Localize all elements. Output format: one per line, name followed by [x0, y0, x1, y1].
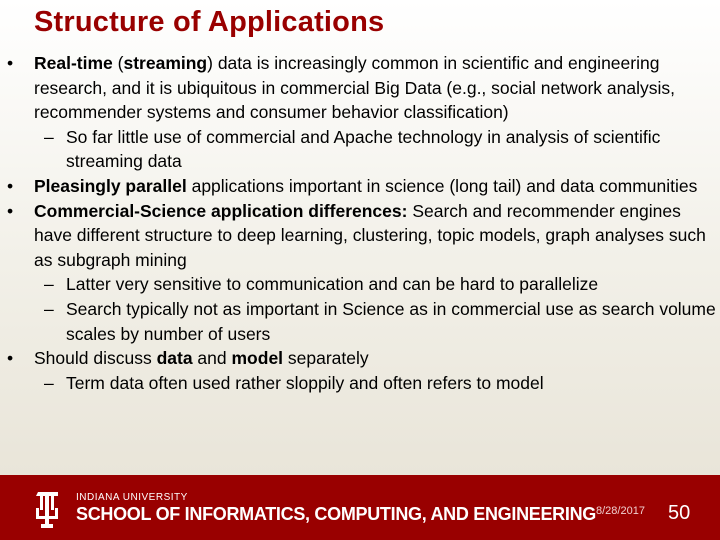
bullet-marker: •	[7, 348, 14, 369]
bullet-item	[0, 199, 720, 273]
slide-date: 8/28/2017	[596, 505, 645, 517]
slide-title: Structure of Applications	[34, 6, 385, 38]
bullet-item	[0, 51, 720, 125]
bold-text: Commercial-Science application differences:	[34, 200, 408, 221]
bullet-text: Should discuss	[34, 348, 157, 369]
sub-bullet-item	[0, 272, 720, 297]
bold-text: data	[156, 348, 193, 369]
bullet-item	[0, 174, 720, 199]
bullet-text: Latter very sensitive to communication and can be hard to parallelize	[66, 274, 599, 295]
bullet-marker: •	[7, 53, 14, 73]
sub-bullet-item	[0, 125, 720, 174]
bullet-marker: •	[7, 175, 14, 196]
bullet-text: Search and recommender engines have different structure to deep learning, clustering, topic models, graph analyses such as subgraph mining	[34, 200, 706, 270]
bullet-text: applications important in science (long tail) and data communities	[186, 175, 698, 196]
bold-text: model	[231, 348, 284, 369]
bullet-text: Term data often used rather sloppily and often refers to model	[66, 372, 544, 393]
bullet-marker: •	[7, 200, 14, 221]
bold-text: Pleasingly parallel	[34, 175, 187, 196]
bullet-text: separately	[283, 348, 369, 369]
bullet-text: ) data is increasingly common in scientific and engineering research, and it is ubiquitous in commercial Big Data (e.g., social network analysis, recommender systems and consumer behavior classification)	[34, 53, 675, 123]
iu-trident-icon	[30, 488, 66, 528]
bullet-text: (	[112, 53, 124, 73]
sub-bullet-item	[0, 297, 720, 346]
sub-bullet-item	[0, 371, 720, 396]
bullet-text: So far little use of commercial and Apache technology in analysis of scientific streaming data	[66, 126, 661, 172]
bold-text: streaming	[123, 53, 208, 73]
school-name: SCHOOL OF INFORMATICS, COMPUTING, AND ENGINEERING	[76, 504, 596, 524]
dash-marker: –	[44, 298, 54, 319]
dash-marker: –	[44, 126, 54, 147]
dash-marker: –	[44, 372, 54, 393]
bullet-text: and	[192, 348, 232, 369]
dash-marker: –	[44, 274, 54, 295]
page-number: 50	[668, 502, 691, 524]
bullet-text: Search typically not as important in Science as in commercial use as search volume scales by number of users	[66, 298, 716, 344]
university-name: INDIANA UNIVERSITY	[76, 492, 188, 503]
bullet-item	[0, 346, 720, 371]
bullet-list	[0, 51, 720, 395]
footer-bar	[0, 475, 720, 540]
bold-text: Real-time	[34, 53, 113, 73]
